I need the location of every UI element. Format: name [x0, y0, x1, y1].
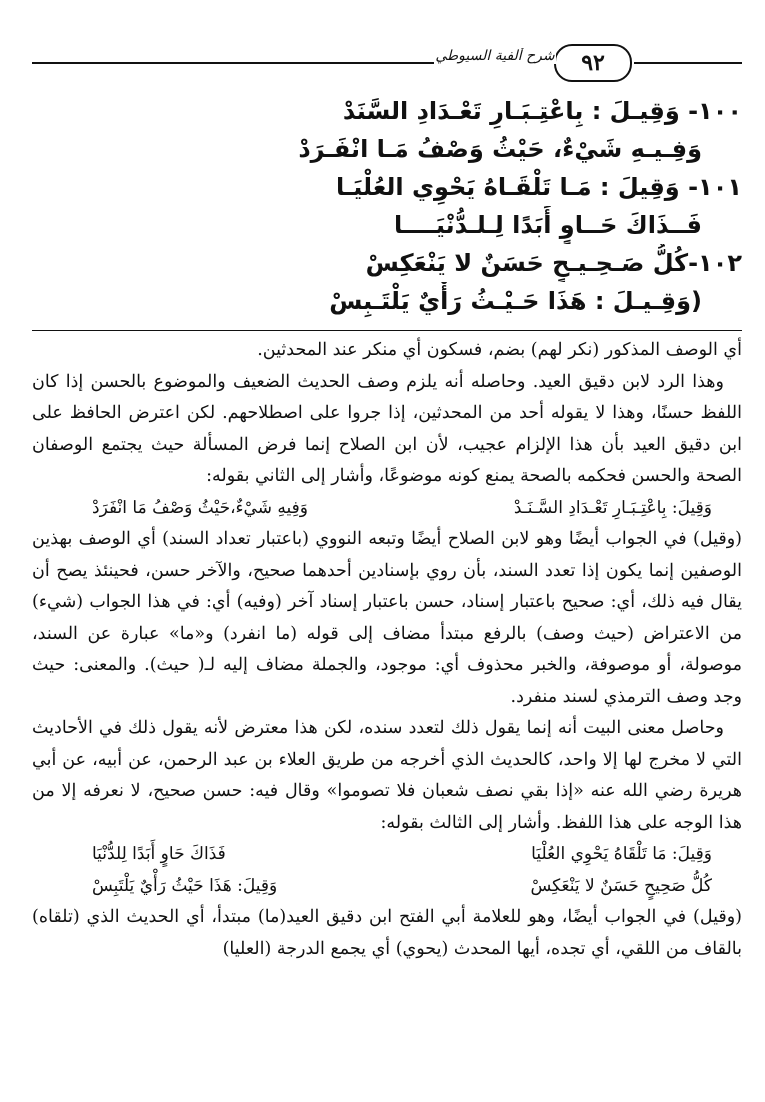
page-header — [32, 36, 742, 88]
paragraph: (وقيل) في الجواب أيضًا، وهو للعلامة أبي الفتح ابن دقيق العيد(ما) مبتدأ، أي الحديث الذي (تلقاه) بالقاف من اللقي، أي تجده، أيها المحدث (يحوي) أي يجمع الدرجة (العليا) — [32, 907, 742, 959]
verse-line: ١٠٠- وَقِيـلَ : بِاعْتِـبَـارِ تَعْـدَادِ السَّنَدْ — [342, 97, 742, 125]
poem-hemistich-right: وَقِيلَ: بِاعْتِـبَـارِ تَعْـدَادِ السَّـنَـدْ — [513, 497, 712, 518]
book-title: شرح ألفية السيوطي — [435, 48, 555, 64]
poem-hemistich-right: كُلُّ صَحِيحٍ حَسَنٌ لا يَنْعَكِسْ — [530, 875, 712, 896]
commentary — [32, 335, 742, 965]
verse-line: فَــذَاكَ حَــاوٍ أَبَدًا لِـلـدُّنْيَــــا — [394, 211, 702, 239]
verse-line: وَفِـيـهِ شَيْءٌ، حَيْثُ وَصْفُ مَـا انْفَـرَدْ — [298, 135, 702, 163]
page-number: ٩٢ — [554, 44, 632, 82]
verses-divider — [32, 330, 742, 331]
verses-block — [32, 92, 742, 320]
poem-hemistich-left: فَذَاكَ حَاوٍ أَبَدًا لِلدُّنْيَا — [92, 844, 226, 864]
verse-line: ١٠٢-كُلُّ صَـحِـيـحٍ حَسَنٌ لا يَنْعَكِسْ — [365, 249, 742, 277]
paragraph: أي الوصف المذكور (نكر لهم) بضم، فسكون أي منكر عند المحدثين. — [257, 340, 742, 360]
paragraph: وحاصل معنى البيت أنه إنما يقول ذلك لتعدد سنده، لكن هذا معترض لأنه يقول ذلك في الأحاديث التي لا مخرج لها إلا واحد، كالحديث الذي أخرجه من طريق العلاء بن عبد الرحمن، عن أبيه، عن أبي هريرة رضي الله عنه «إذا بقي نصف شعبان فلا تصوموا» وقال فيه: حسن صحيح، لا نعرفه إلا من هذا الوجه على هذا اللفظ. وأشار إلى الثالث بقوله: — [32, 718, 742, 833]
page — [32, 36, 742, 965]
verse-line: (وَقِـيـلَ : هَذَا حَـيْـثُ رَأْيٌ يَلْتَـبِسْ — [329, 287, 702, 315]
poem-hemistich-right: وَقِيلَ: مَا تَلْقَاهُ يَحْوِي العُلْيَا — [531, 844, 712, 864]
header-rule-left — [32, 62, 434, 64]
poem-line — [32, 871, 742, 903]
poem-line — [32, 839, 742, 871]
paragraph: وهذا الرد لابن دقيق العيد. وحاصله أنه يلزم وصف الحديث الضعيف والموضوع بالحسن إذا كان اللفظ حسنًا، وهذا لا يقوله أحد من المحدثين، إذا جروا على اصطلاحهم. لكن اعترض الحافظ على ابن دقيق العيد بأن هذا الإلزام عجيب، لأن ابن الصلاح إنما فرض المسألة حيث يجتمع الوصفان الصحة والحسن فحكمه بالصحة يمنع كونه موضوعًا، وأشار إلى الثاني بقوله: — [32, 371, 742, 486]
paragraph: (وقيل) في الجواب أيضًا وهو لابن الصلاح أيضًا وتبعه النووي (باعتبار تعداد السند) أي الوصف بهذين الوصفين إنما يكون إذا تعدد السند، بأن روي بإسنادين أحدهما صحيح، والآخر حسن، فحينئذ يصح أن يقال فيه ذلك، أي: صحيح باعتبار إسناد، حسن باعتبار إسناد آخر (وفيه) أي: في هذا الجواب (شيء) من الاعتراض (حيث وصف) بالرفع مبتدأ مضاف إلى قوله (ما انفرد) و«ما» عبارة عن السند، موصولة، أو موصوفة، والخبر محذوف أي: موجود، والجملة مضاف إليه لـ( حيث). والمعنى: حيث وجد وصف الترمذي لسند منفرد. — [32, 529, 742, 707]
header-rule-right — [634, 62, 742, 64]
poem-hemistich-left: وَفِيهِ شَيْءٌ،حَيْثُ وَصْفُ مَا انْفَرَدْ — [92, 497, 308, 518]
verse-line: ١٠١- وَقِيلَ : مَـا تَلْقَـاهُ يَحْوِي العُلْيَـا — [336, 173, 742, 201]
poem-line — [32, 493, 742, 525]
poem-hemistich-left: وَقِيلَ: هَذَا حَيْثُ رَأْيٌ يَلْتَبِسْ — [92, 875, 278, 896]
